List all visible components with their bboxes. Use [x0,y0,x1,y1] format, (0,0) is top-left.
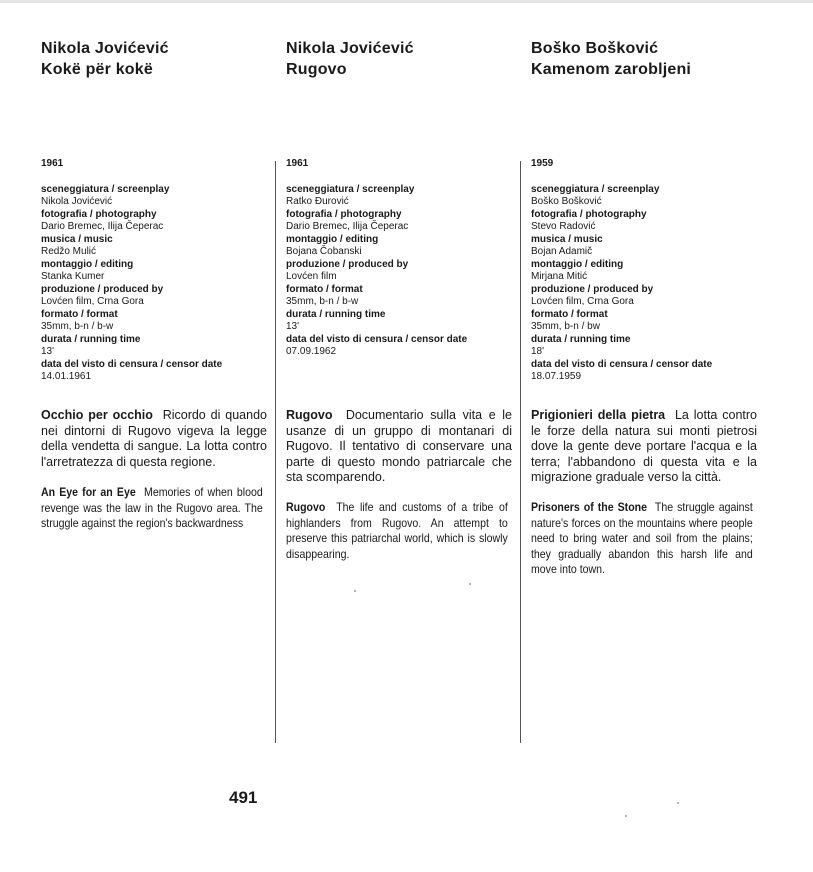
english-title: Rugovo [286,500,326,514]
credit-value: Ratko Đurović [286,196,349,207]
english-synopsis [286,500,508,562]
italian-text: Ricordo di quando nei dintorni di Rugovo vigeva la legge della vendetta di sangue. La lotta contro l'arretratezza di questa regione. [41,408,267,469]
credit-label: fotografia / photography [531,208,647,220]
credit-label: durata / running time [531,333,631,345]
credit-value: 35mm, b-n / bw [531,321,600,332]
scan-speck [625,815,627,817]
credit-label: fotografia / photography [286,208,402,220]
director-name: Nikola Jovićević [41,40,169,57]
english-text: Memories of when blood revenge was the law in the Rugovo area. The struggle against the region's backwardness [41,485,263,530]
credit-value: 14.01.1961 [41,371,92,382]
credit-value: Bojan Adamič [531,246,593,257]
credit-label: durata / running time [41,333,141,345]
italian-synopsis [286,408,512,486]
scan-speck [354,590,356,592]
credit-value: Dario Bremec, Ilija Čeperac [286,221,409,232]
credit-label: produzione / produced by [531,283,654,295]
scan-speck [469,583,471,585]
credit-label: data del visto di censura / censor date [41,358,223,370]
credit-value: Lovćen film, Crna Gora [41,296,144,307]
credit-value: 13' [41,346,55,357]
italian-text: La lotta contro le forze della natura sui monti pietrosi dove la gente deve portare l'acqua e la terra; l'abbandono di questa vita e la migrazione graduale verso la città. [531,408,757,484]
credit-value: 18.07.1959 [531,371,582,382]
italian-synopsis [531,408,757,486]
credit-value: 18' [531,346,545,357]
credit-label: formato / format [531,308,608,320]
english-title: An Eye for an Eye [41,485,136,499]
credit-value: 13' [286,321,300,332]
credits-block [531,158,763,384]
credit-label: sceneggiatura / screenplay [531,183,660,195]
film-title: Kokë për kokë [41,61,153,78]
credit-label: sceneggiatura / screenplay [41,183,170,195]
credit-value: Stanka Kumer [41,271,105,282]
credit-label: fotografia / photography [41,208,157,220]
credit-value: Dario Bremec, Ilija Čeperac [41,221,164,232]
credits-block [286,158,518,359]
italian-title: Prigionieri della pietra [531,408,666,422]
english-title: Prisoners of the Stone [531,500,647,514]
credit-label: data del visto di censura / censor date [531,358,713,370]
credit-label: montaggio / editing [286,233,379,245]
credit-label: sceneggiatura / screenplay [286,183,415,195]
director-name: Boško Bošković [531,40,659,57]
credit-value: Redžo Mulić [41,246,97,257]
italian-text: Documentario sulla vita e le usanze di un gruppo di montanari di Rugovo. Il tentativo di conservare una parte di questo mondo patriarcale che sta scomparendo. [286,408,513,484]
english-text: The struggle against nature's forces on the mountains where people need to bring water and soil from the plains; they gradually abandon this harsh life and move into town. [531,500,753,576]
credit-value: Boško Bošković [531,196,602,207]
credit-value: 35mm, b-n / b-w [286,296,359,307]
credit-value: Mirjana Mitić [531,271,588,282]
credit-label: formato / format [286,283,363,295]
page-number: 491 [229,788,258,807]
credits-block [41,158,273,384]
film-year: 1959 [531,158,554,169]
credit-value: Bojana Čobanski [286,246,362,257]
credit-value: Lovćen film, Crna Gora [531,296,634,307]
credit-value: Lovćen film [286,271,337,282]
english-text: The life and customs of a tribe of highlanders from Rugovo. An attempt to preserve this patriarchal world, which is slowly disappearing. [286,500,508,561]
italian-title: Occhio per occhio [41,408,153,422]
credit-label: durata / running time [286,308,386,320]
english-synopsis [41,485,263,532]
credit-value: Stevo Radović [531,221,596,232]
credit-label: musica / music [41,233,113,245]
credit-label: musica / music [531,233,603,245]
credit-label: montaggio / editing [41,258,134,270]
credit-label: formato / format [41,308,118,320]
film-year: 1961 [286,158,309,169]
credit-value: Nikola Jovićević [41,196,113,207]
film-title: Kamenom zarobljeni [531,61,692,78]
credit-label: produzione / produced by [286,258,409,270]
credit-label: montaggio / editing [531,258,624,270]
film-year: 1961 [41,158,64,169]
credit-label: produzione / produced by [41,283,164,295]
english-synopsis [531,500,753,578]
italian-synopsis [41,408,267,470]
credit-value: 35mm, b-n / b-w [41,321,114,332]
film-title: Rugovo [286,61,347,78]
column-divider [275,161,276,743]
credit-label: data del visto di censura / censor date [286,333,468,345]
top-rule [0,0,813,3]
director-name: Nikola Jovićević [286,40,414,57]
credit-value: 07.09.1962 [286,346,337,357]
scan-speck [677,802,679,804]
italian-title: Rugovo [286,408,333,422]
column-divider [520,161,521,743]
